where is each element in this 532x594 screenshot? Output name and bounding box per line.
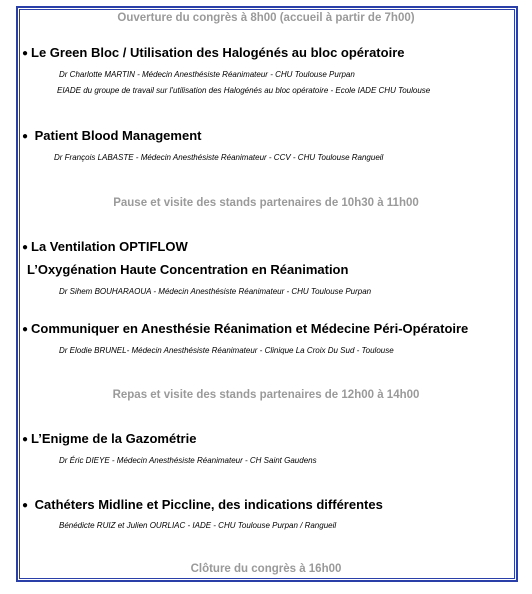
- talk-speaker: Bénédicte RUIZ et Julien OURLIAC - IADE - CHU Toulouse Purpan / Rangueil: [59, 521, 337, 530]
- talk-title: [22, 128, 201, 143]
- talk-speaker: Dr François LABASTE - Médecin Anesthésiste Réanimateur - CCV - CHU Toulouse Rangueil: [54, 153, 384, 162]
- lunch-notice: Repas et visite des stands partenaires de 12h00 à 14h00: [112, 389, 420, 401]
- opening-notice: Ouverture du congrès à 8h00 (accueil à partir de 7h00): [117, 12, 415, 24]
- bullet-icon: ●: [22, 242, 29, 253]
- bullet-icon: ●: [22, 48, 29, 59]
- talk-title: [22, 45, 404, 60]
- talk-title-text: La Ventilation OPTIFLOW: [31, 239, 188, 254]
- talk-speaker: Dr Charlotte MARTIN - Médecin Anesthésiste Réanimateur - CHU Toulouse Purpan: [59, 70, 355, 79]
- bullet-icon: ●: [22, 131, 29, 142]
- talk-speaker: Dr Elodie BRUNEL- Médecin Anesthésiste Réanimateur - Clinique La Croix Du Sud - Toulouse: [59, 346, 394, 355]
- talk-title-text: Communiquer en Anesthésie Réanimation et Médecine Péri-Opératoire: [31, 321, 469, 336]
- talk-title: [22, 497, 383, 512]
- talk-speaker: Dr Éric DIEYE - Médecin Anesthésiste Réanimateur - CH Saint Gaudens: [59, 456, 317, 465]
- talk-speaker: EIADE du groupe de travail sur l’utilisation des Halogénés au bloc opératoire - Ecole IADE CHU Toulouse: [57, 86, 431, 95]
- bullet-icon: ●: [22, 500, 29, 511]
- talk-title-text: Patient Blood Management: [34, 128, 202, 143]
- bullet-icon: ●: [22, 324, 29, 335]
- talk-speaker: Dr Sihem BOUHARAOUA - Médecin Anesthésiste Réanimateur - CHU Toulouse Purpan: [59, 287, 372, 296]
- talk-title-text: Cathéters Midline et Piccline, des indications différentes: [34, 497, 383, 512]
- closing-notice: Clôture du congrès à 16h00: [190, 563, 342, 575]
- talk-title-text: Le Green Bloc / Utilisation des Halogénés au bloc opératoire: [31, 45, 405, 60]
- talk-title: [22, 239, 188, 254]
- talk-title-text: L’Enigme de la Gazométrie: [31, 431, 197, 446]
- bullet-icon: ●: [22, 434, 29, 445]
- talk-title-line2: L’Oxygénation Haute Concentration en Réanimation: [27, 262, 349, 277]
- talk-title: [22, 321, 468, 336]
- talk-title: [22, 431, 196, 446]
- break-notice: Pause et visite des stands partenaires de 10h30 à 11h00: [113, 197, 419, 209]
